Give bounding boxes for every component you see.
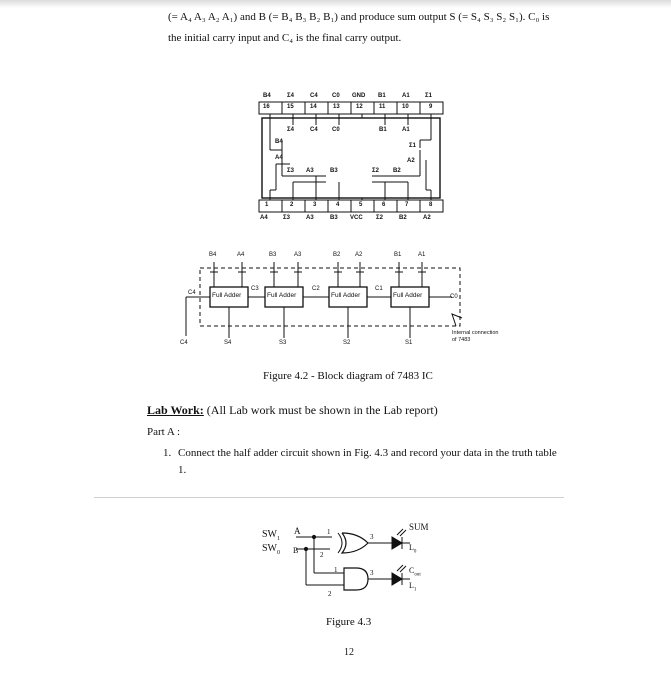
ic-pin-4: 4 — [336, 202, 340, 208]
ic-pin-3: 3 — [313, 202, 317, 208]
cout-text: C — [409, 566, 415, 575]
sw0-text: SW — [262, 543, 277, 554]
full-adder-label-2: Full Adder — [331, 292, 361, 299]
l1-subscript: 1 — [413, 587, 417, 593]
ic-inner-s4: Σ4 — [287, 127, 294, 133]
figure-4-3-caption: Figure 4.3 — [326, 616, 372, 628]
ic-top-leads — [270, 114, 431, 125]
lab-work-title: Lab Work: — [147, 403, 204, 417]
sw1-subscript: 1 — [277, 536, 280, 542]
header-line-2: the initial carry input and C₄ is the final carry output. — [168, 32, 402, 44]
ic-bottom-label-s3: Σ3 — [283, 215, 290, 221]
internal-connection-note: Internal connection — [452, 330, 499, 336]
ic-inner-a3: A3 — [306, 168, 314, 174]
carry-c4-out: C4 — [180, 340, 188, 346]
ic-inner-b3: B3 — [330, 168, 338, 174]
ic-inner-s1: Σ1 — [409, 143, 416, 149]
internal-connection-note-2: of 7483 — [452, 337, 471, 343]
part-a-heading: Part A : — [147, 426, 181, 438]
ic-top-label-a1: A1 — [402, 93, 410, 99]
sum-output-s2: S2 — [343, 340, 351, 346]
lab-work-heading — [147, 403, 438, 418]
carry-c4-internal: C4 — [188, 290, 196, 296]
ic-top-label-c0: C0 — [332, 93, 340, 99]
ic-pin-8: 8 — [429, 202, 433, 208]
adder-input-b2: B2 — [333, 252, 341, 258]
switch-sw1-label — [262, 529, 280, 542]
l1-text: L — [409, 581, 414, 590]
header-line-1: (= A₄ A₃ A₂ A₁) and B (= B₄ B₃ B₂ B₁) and produce sum output S (= S₄ S₃ S₂ S₁). C₀ is — [168, 11, 550, 23]
ic-bottom-label-a3: A3 — [306, 215, 314, 221]
sum-output-s3: S3 — [279, 340, 287, 346]
adder-input-b4: B4 — [209, 252, 217, 258]
l0-subscript: 0 — [413, 549, 417, 555]
led-l1-label — [409, 581, 416, 593]
ic-pin-13: 13 — [333, 104, 340, 110]
and-pin-2: 2 — [328, 590, 332, 598]
ic-inner-s2: Σ2 — [372, 168, 379, 174]
item-1-number: 1. — [163, 447, 172, 459]
ic-inner-a1: A1 — [402, 127, 410, 133]
page-number: 12 — [344, 647, 354, 658]
ic-bottom-label-a4: A4 — [260, 215, 268, 221]
ic-pin-12: 12 — [356, 104, 363, 110]
l0-text: L — [409, 543, 414, 552]
sum-output-s1: S1 — [405, 340, 413, 346]
full-adder-label-3: Full Adder — [267, 292, 297, 299]
ic-inner-a2: A2 — [407, 158, 415, 164]
sum-output-s4: S4 — [224, 340, 232, 346]
half-adder-circuit — [296, 529, 410, 590]
carry-c0-in: C0 — [450, 294, 458, 300]
cout-label — [409, 566, 421, 578]
divider-line — [94, 497, 564, 498]
full-adder-label-1: Full Adder — [393, 292, 423, 299]
xor-gate-back-curve — [338, 533, 342, 553]
ic-top-pin-boxes — [282, 102, 420, 114]
figure-4-2-caption: Figure 4.2 - Block diagram of 7483 IC — [263, 370, 433, 382]
ic-inner-c4: C4 — [310, 127, 318, 133]
adder-input-a2: A2 — [355, 252, 363, 258]
full-adder-label-4: Full Adder — [212, 292, 242, 299]
ic-top-label-c4: C4 — [310, 93, 318, 99]
ic-pin-6: 6 — [382, 202, 386, 208]
input-a-label: A — [294, 526, 301, 536]
adder-input-a3: A3 — [294, 252, 302, 258]
ic-bottom-label-b3: B3 — [330, 215, 338, 221]
sw1-text: SW — [262, 529, 277, 540]
ic-pin-11: 11 — [379, 104, 386, 110]
xor-gate — [342, 533, 368, 553]
ic-bottom-label-a2: A2 — [423, 215, 431, 221]
ic-bottom-label-s2: Σ2 — [376, 215, 383, 221]
ic-pin-5: 5 — [359, 202, 363, 208]
ic-top-label-b1: B1 — [378, 93, 386, 99]
xor-pin-2: 2 — [320, 551, 324, 559]
ic-top-label-gnd: GND — [352, 93, 366, 99]
ic-pin-1: 1 — [265, 202, 269, 208]
ic-7483-pinout — [259, 102, 443, 212]
sum-label: SUM — [409, 522, 429, 532]
and-gate — [344, 568, 368, 590]
lab-work-note: (All Lab work must be shown in the Lab report) — [203, 403, 438, 417]
ripple-adder-diagram — [186, 262, 462, 338]
carry-c3: C3 — [251, 286, 259, 292]
sw0-subscript: 0 — [277, 550, 280, 556]
adder-input-leads — [214, 262, 422, 287]
ic-top-label-s4: Σ4 — [287, 93, 294, 99]
ic-inner-b1: B1 — [379, 127, 387, 133]
ic-pin-9: 9 — [429, 104, 433, 110]
ic-pin-2: 2 — [290, 202, 294, 208]
input-b-label: B — [293, 546, 299, 555]
carry-c2: C2 — [312, 286, 320, 292]
ic-inner-c0: C0 — [332, 127, 340, 133]
and-pin-1: 1 — [334, 566, 338, 574]
ic-pin-14: 14 — [310, 104, 317, 110]
ic-top-label-s1: Σ1 — [425, 93, 432, 99]
led-l0-label — [409, 543, 416, 555]
ic-bottom-label-vcc: VCC — [350, 215, 363, 221]
ic-bottom-pin-boxes — [282, 200, 420, 212]
ic-inner-b4: B4 — [275, 139, 283, 145]
adder-input-a1: A1 — [418, 252, 426, 258]
ic-inner-b2: B2 — [393, 168, 401, 174]
ic-pin-15: 15 — [287, 104, 294, 110]
item-1-continued: 1. — [178, 464, 187, 476]
adder-input-b1: B1 — [394, 252, 402, 258]
item-1-text: Connect the half adder circuit shown in Fig. 4.3 and record your data in the truth table — [178, 447, 557, 459]
ic-inner-s3: Σ3 — [287, 168, 294, 174]
and-pin-3: 3 — [370, 569, 374, 577]
ic-pin-10: 10 — [402, 104, 409, 110]
ic-inner-a4: A4 — [275, 155, 283, 161]
ic-pin-7: 7 — [405, 202, 409, 208]
ic-top-label-b4: B4 — [263, 93, 271, 99]
ic-pin-16: 16 — [263, 104, 270, 110]
adder-input-b3: B3 — [269, 252, 277, 258]
carry-c1: C1 — [375, 286, 383, 292]
cout-subscript: out — [414, 572, 421, 578]
xor-pin-3: 3 — [370, 533, 374, 541]
switch-sw0-label — [262, 543, 280, 556]
xor-pin-1: 1 — [327, 528, 331, 536]
adder-input-a4: A4 — [237, 252, 245, 258]
ic-bottom-label-b2: B2 — [399, 215, 407, 221]
